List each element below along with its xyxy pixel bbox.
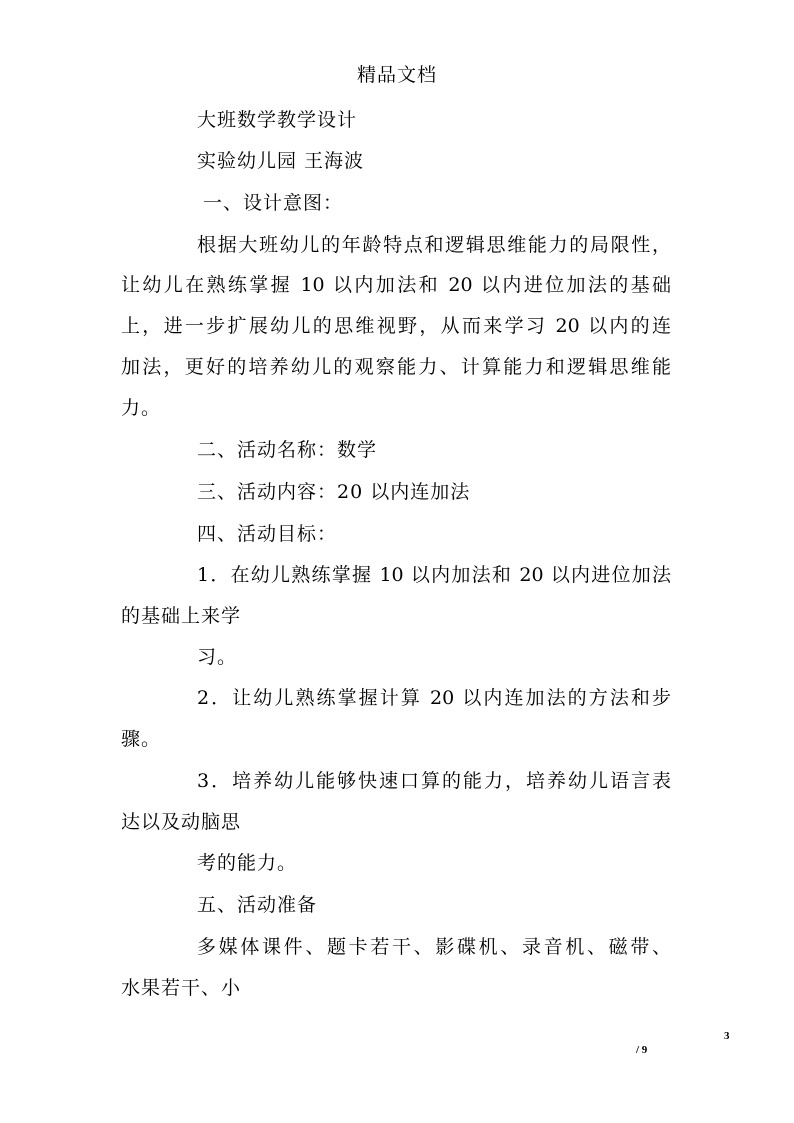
goal-line: 的基础上来学 xyxy=(121,605,242,627)
goal-line: 1．在幼儿熟练掌握 10 以内加法和 20 以内进位加法 xyxy=(197,564,671,586)
section-activity-prep: 五、活动准备 xyxy=(197,894,318,916)
page-header: 精品文档 xyxy=(356,64,437,86)
section-activity-goals: 四、活动目标： xyxy=(197,523,338,545)
para-line: 加法，更好的培养幼儿的观察能力、计算能力和逻辑思维能 xyxy=(121,356,671,378)
goal-line: 考的能力。 xyxy=(197,852,298,874)
goal-line: 3．培养幼儿能够快速口算的能力，培养幼儿语言表 xyxy=(197,770,671,792)
prep-line: 多媒体课件、题卡若干、影碟机、录音机、磁带、 xyxy=(197,936,671,958)
section-activity-name: 二、活动名称：数学 xyxy=(197,439,378,461)
goal-line: 骤。 xyxy=(121,728,162,750)
doc-title: 大班数学教学设计 xyxy=(197,109,358,131)
section-heading-design-intent: 一、设计意图： xyxy=(203,192,344,214)
para-line: 上，进一步扩展幼儿的思维视野，从而来学习 20 以内的连 xyxy=(121,315,671,337)
goal-line: 达以及动脑思 xyxy=(121,811,242,833)
para-line: 让幼儿在熟练掌握 10 以内加法和 20 以内进位加法的基础 xyxy=(121,274,671,296)
para-line: 根据大班幼儿的年龄特点和逻辑思维能力的局限性， xyxy=(197,234,671,256)
page-total: / 9 xyxy=(636,1044,648,1056)
prep-line: 水果若干、小 xyxy=(121,977,242,999)
goal-line: 习。 xyxy=(197,646,238,668)
section-activity-content: 三、活动内容：20 以内连加法 xyxy=(197,481,471,503)
goal-line: 2．让幼儿熟练掌握计算 20 以内连加法的方法和步 xyxy=(197,687,671,709)
para-line: 力。 xyxy=(121,397,162,419)
doc-author: 实验幼儿园 王海波 xyxy=(197,150,365,172)
page-number: 3 xyxy=(724,1030,730,1042)
